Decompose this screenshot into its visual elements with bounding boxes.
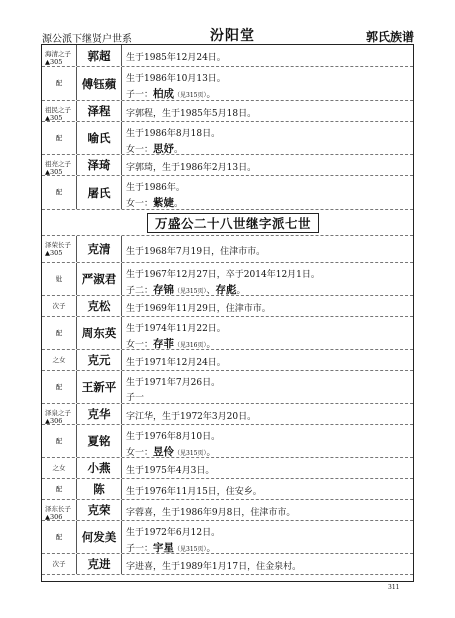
children-line (126, 390, 144, 403)
birth-info: 生于1985年12月24日。 (126, 53, 226, 63)
header-lineage: 源公派下继贤户世系 (42, 34, 132, 45)
details-cell (126, 500, 411, 520)
details-cell (126, 458, 411, 478)
person-name: 克进 (76, 554, 122, 574)
children-label: 女一： (126, 340, 154, 350)
person-name: 周东英 (76, 317, 122, 349)
page-reference: （见316页） (174, 342, 207, 349)
relation-text: 泽泉之子 (45, 409, 71, 417)
generation-banner-row (42, 210, 413, 236)
person-name: 克松 (76, 296, 122, 316)
relation-text: 妣 (55, 274, 63, 283)
punctuation: 。 (206, 90, 216, 100)
relation-cell (42, 350, 74, 370)
branch-marker: ▲306 (45, 513, 63, 521)
relation-text: 配 (55, 382, 63, 391)
relation-text: 次子 (52, 559, 66, 568)
person-name: 夏铭 (76, 425, 122, 457)
punctuation: 、 (206, 286, 216, 296)
details-cell (126, 404, 411, 424)
branch-marker: ▲306 (45, 417, 63, 425)
relation-text: 之女 (52, 355, 66, 364)
details-cell (126, 479, 411, 499)
birth-info: 生于1986年。 (126, 183, 185, 193)
birth-info: 字蓉喜，生于1986年9月8日，住津市市。 (126, 507, 296, 518)
person-name: 小燕 (76, 458, 122, 478)
table-row (42, 554, 413, 575)
relation-text: 祖民之子 (45, 106, 71, 114)
birth-info: 生于1972年6月12日。 (126, 528, 221, 538)
children-label: 子二： (126, 286, 154, 296)
birth-info: 生于1986年8月18日。 (126, 129, 221, 139)
details-cell (126, 425, 411, 457)
birth-info: 生于1974年11月22日。 (126, 324, 226, 334)
person-name: 泽琦 (76, 155, 122, 175)
relation-text: 配 (55, 328, 63, 337)
generation-title: 万盛公二十八世继字派七世 (147, 213, 319, 233)
person-name: 严淑君 (76, 263, 122, 295)
relation-text: 泽东长子 (45, 505, 71, 513)
table-row (42, 500, 413, 521)
relation-cell (42, 155, 74, 175)
birth-info: 字江华，生于1972年3月20日。 (126, 411, 257, 422)
relation-cell (42, 296, 74, 316)
child-name: 柏成 (153, 88, 175, 100)
birth-info: 生于1986年10月13日。 (126, 74, 226, 84)
person-name: 陈 (76, 479, 122, 499)
relation-cell (42, 425, 74, 457)
relation-cell (42, 176, 74, 209)
relation-text: 配 (55, 79, 63, 87)
table-row (42, 155, 413, 176)
table-row (42, 371, 413, 404)
relation-text: 配 (55, 133, 63, 142)
birth-info: 生于1975年4月3日。 (126, 465, 215, 476)
page-reference: （见315页） (174, 546, 207, 553)
child-name: 宇星 (153, 542, 175, 554)
children-label: 子一： (126, 90, 154, 100)
branch-marker: ▲305 (45, 249, 63, 257)
relation-cell (42, 371, 74, 403)
relation-text: 祖亮之子 (45, 160, 71, 168)
page-reference: （见315页） (174, 288, 207, 295)
relation-text: 配 (55, 532, 63, 541)
details-cell (126, 45, 411, 66)
person-name: 王新平 (76, 371, 122, 403)
punctuation: 。 (236, 286, 246, 296)
table-row (42, 458, 413, 479)
relation-cell (42, 404, 74, 424)
birth-info: 生于1967年12月27日，卒于2014年12月1日。 (126, 270, 320, 280)
child-name: 紫婕 (153, 197, 175, 209)
relation-cell (42, 263, 74, 295)
relation-cell (42, 521, 74, 553)
details-cell (126, 263, 411, 295)
birth-info: 生于1976年11月15日，住安乡。 (126, 486, 262, 497)
child-name: 思妤 (153, 143, 175, 155)
relation-cell (42, 500, 74, 520)
relation-cell (42, 317, 74, 349)
children-line (126, 195, 183, 210)
children-line (126, 336, 215, 351)
relation-cell (42, 458, 74, 478)
details-cell (126, 350, 411, 370)
table-row (42, 479, 413, 500)
relation-cell (42, 67, 74, 100)
table-row (42, 122, 413, 155)
punctuation: 。 (206, 340, 216, 350)
punctuation: 。 (174, 145, 184, 155)
table-row (42, 350, 413, 371)
details-cell (126, 521, 411, 553)
table-row (42, 425, 413, 458)
relation-cell (42, 101, 74, 121)
details-cell (126, 122, 411, 154)
page-reference: （见315页） (174, 92, 207, 99)
birth-info: 生于1968年7月19日，住津市市。 (126, 246, 266, 257)
birth-info: 字郭琦，生于1986年2月13日。 (126, 162, 257, 173)
children-label: 女一： (126, 199, 154, 209)
details-cell (126, 155, 411, 175)
birth-info: 生于1971年7月26日。 (126, 378, 221, 388)
details-cell (126, 176, 411, 209)
header-hall-name: 汾阳堂 (210, 28, 255, 44)
child-name: 存锦 (153, 284, 175, 296)
relation-text: 配 (55, 436, 63, 445)
details-cell (126, 371, 411, 403)
child-name: 存菲 (153, 338, 175, 350)
table-row (42, 45, 413, 67)
details-cell (126, 101, 411, 121)
child-name: 昱伶 (153, 446, 175, 458)
children-label: 女一： (126, 145, 154, 155)
children-label: 子一 (126, 393, 145, 403)
children-line (126, 444, 215, 459)
details-cell (126, 67, 411, 100)
relation-cell (42, 122, 74, 154)
birth-info: 生于1976年8月10日。 (126, 432, 221, 442)
relation-text: 泽荣长子 (45, 241, 71, 249)
children-line (126, 282, 246, 297)
table-row (42, 521, 413, 554)
details-cell (126, 296, 411, 316)
branch-marker: ▲305 (45, 58, 63, 66)
children-line (126, 86, 215, 101)
person-name: 傅钰蘋 (76, 67, 122, 100)
branch-marker: ▲305 (45, 168, 63, 176)
details-cell (126, 554, 411, 574)
person-name: 克元 (76, 350, 122, 370)
person-name: 克清 (76, 236, 122, 262)
table-row (42, 404, 413, 425)
relation-cell (42, 45, 74, 66)
children-line (126, 540, 215, 555)
details-cell (126, 236, 411, 262)
punctuation: 。 (174, 199, 184, 209)
birth-info: 字郭程，生于1985年5月18日。 (126, 108, 257, 119)
children-line (126, 141, 183, 156)
relation-cell (42, 236, 74, 262)
person-name: 屠氏 (76, 176, 122, 209)
table-row (42, 236, 413, 263)
relation-text: 之女 (52, 463, 66, 472)
birth-info: 字进喜，生于1989年1月17日，住金泉村。 (126, 561, 302, 572)
person-name: 克华 (76, 404, 122, 424)
table-row (42, 263, 413, 296)
genealogy-table (41, 44, 414, 582)
table-row (42, 296, 413, 317)
punctuation: 。 (206, 448, 216, 458)
relation-cell (42, 554, 74, 574)
children-label: 女一： (126, 448, 154, 458)
table-row (42, 101, 413, 122)
relation-text: 海清之子 (45, 50, 71, 58)
relation-cell (42, 479, 74, 499)
table-row (42, 317, 413, 350)
page-header (42, 24, 414, 46)
table-row (42, 67, 413, 101)
page-reference: （见315页） (174, 450, 207, 457)
person-name: 喻氏 (76, 122, 122, 154)
birth-info: 生于1971年12月24日。 (126, 357, 226, 368)
table-row (42, 176, 413, 210)
children-label: 子一： (126, 544, 154, 554)
header-book-title: 郭氏族谱 (365, 30, 414, 44)
birth-info: 生于1969年11月29日，住津市市。 (126, 303, 271, 314)
relation-text: 配 (55, 484, 63, 493)
person-name: 郭超 (76, 45, 122, 66)
relation-text: 配 (55, 188, 63, 196)
person-name: 克荣 (76, 500, 122, 520)
details-cell (126, 317, 411, 349)
child-name: 存彪 (215, 284, 237, 296)
person-name: 泽程 (76, 101, 122, 121)
punctuation: 。 (206, 544, 216, 554)
page-number: 311 (388, 584, 400, 591)
branch-marker: ▲305 (45, 114, 63, 122)
relation-text: 次子 (52, 301, 66, 310)
person-name: 何发美 (76, 521, 122, 553)
